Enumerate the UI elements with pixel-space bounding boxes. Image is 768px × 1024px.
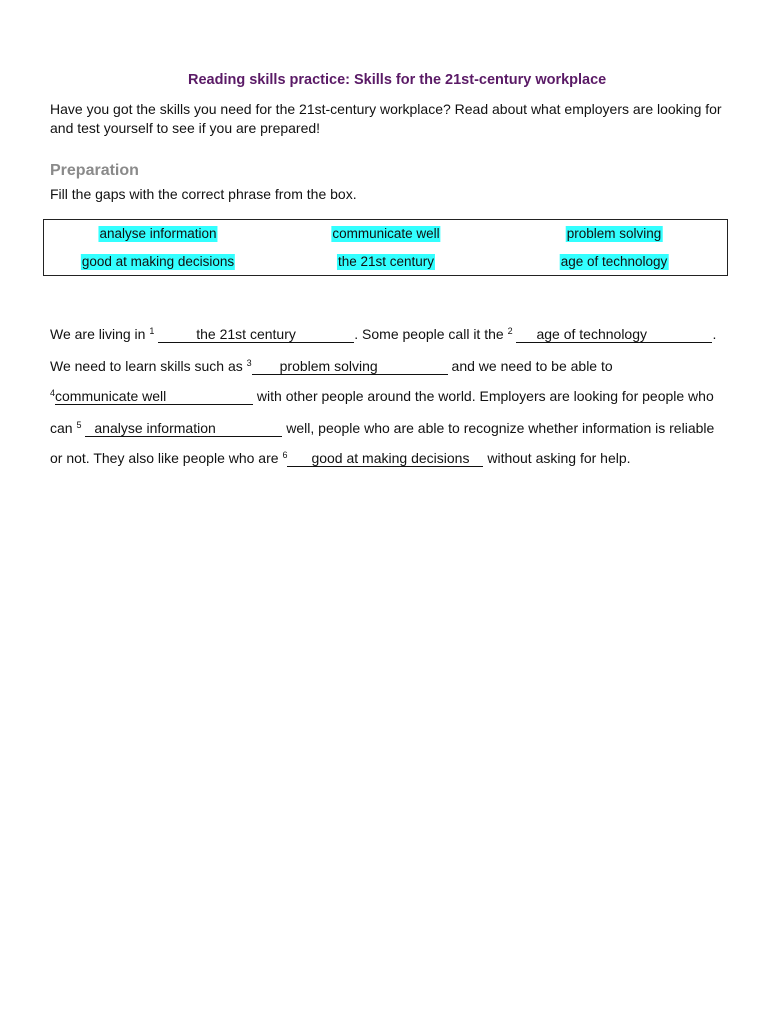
gap-number: 6 xyxy=(282,450,288,460)
static-text: well, people who are able to recognize whether information is reliable xyxy=(282,420,715,436)
text-line xyxy=(50,326,716,344)
gap-number: 3 xyxy=(246,358,252,368)
gap-6-field[interactable] xyxy=(287,450,483,467)
word-box-item: age of technology xyxy=(560,254,668,269)
gap-1-answer: the 21st century xyxy=(196,326,296,342)
gap-number: 1 xyxy=(149,326,155,336)
gap-number: 4 xyxy=(50,388,56,398)
gap-3-answer: problem solving xyxy=(279,358,378,374)
word-box xyxy=(43,219,728,276)
word-box-item: good at making decisions xyxy=(81,254,235,269)
text-line xyxy=(50,420,714,438)
static-text: with other people around the world. Employers are looking for people who xyxy=(253,388,714,404)
gap-2-field[interactable] xyxy=(516,326,712,343)
instruction-text: Fill the gaps with the correct phrase from the box. xyxy=(50,186,357,202)
static-text: We need to learn skills such as xyxy=(50,358,247,374)
gap-5-field[interactable] xyxy=(85,420,282,437)
text-line xyxy=(50,388,714,406)
gap-4-answer: communicate well xyxy=(55,388,167,404)
gap-4-field[interactable] xyxy=(55,388,253,405)
word-box-item: analyse information xyxy=(99,226,217,241)
text-line xyxy=(50,358,613,376)
intro-paragraph: Have you got the skills you need for the 21st-century workplace? Read about what employers are looking for and test yourself to see if you are prepared! xyxy=(50,101,722,136)
static-text: . xyxy=(712,326,717,342)
gap-number: 5 xyxy=(76,420,82,430)
static-text: without asking for help. xyxy=(483,450,631,466)
word-box-item: problem solving xyxy=(566,226,662,241)
gap-5-answer: analyse information xyxy=(94,420,216,436)
word-box-item: the 21st century xyxy=(337,254,435,269)
gap-2-answer: age of technology xyxy=(536,326,647,342)
gap-1-field[interactable] xyxy=(158,326,354,343)
static-text: or not. They also like people who are xyxy=(50,450,283,466)
static-text: We are living in xyxy=(50,326,150,342)
gap-3-field[interactable] xyxy=(252,358,448,375)
gap-6-answer: good at making decisions xyxy=(311,450,470,466)
static-text: . Some people call it the xyxy=(354,326,508,342)
static-text: and we need to be able to xyxy=(447,358,613,374)
word-box-item: communicate well xyxy=(332,226,440,241)
text-line xyxy=(50,450,631,468)
section-heading-preparation: Preparation xyxy=(50,162,139,179)
static-text: can xyxy=(50,420,77,436)
page-title: Reading skills practice: Skills for the 21st-century workplace xyxy=(188,72,607,88)
gap-number: 2 xyxy=(507,326,513,336)
